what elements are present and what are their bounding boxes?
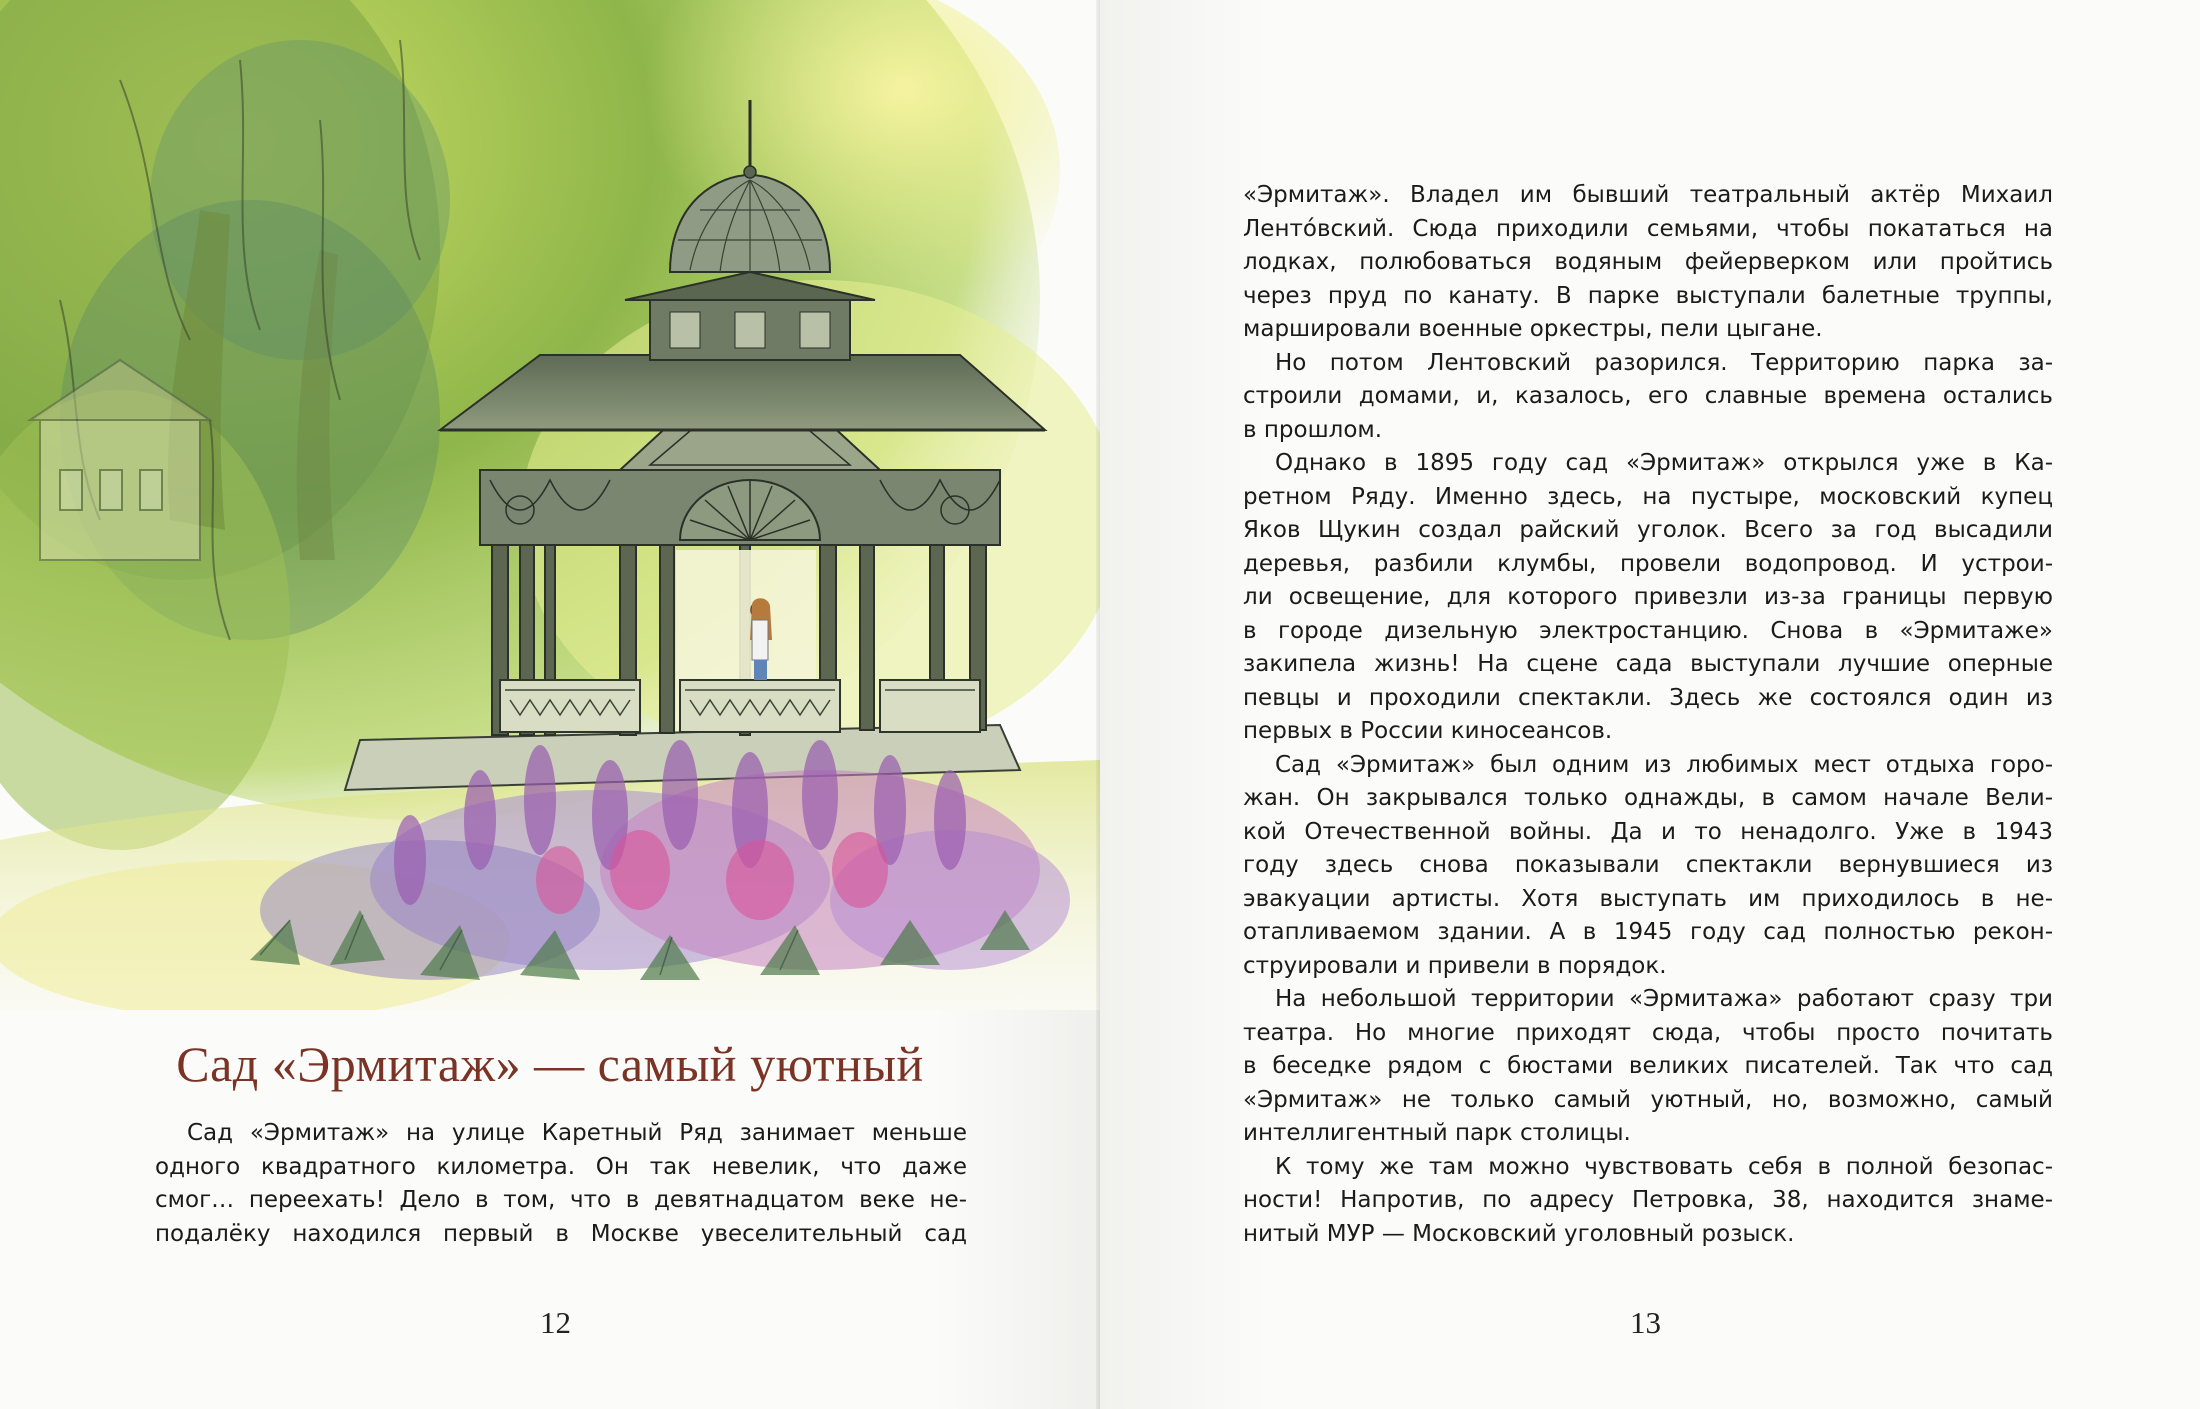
text-line: интеллигентный парк столицы. — [1243, 1120, 1631, 1146]
text-line: отапливаемом здании. А в 1945 году сад полностью рекон- — [1243, 919, 2053, 945]
text-line: струировали и привели в порядок. — [1243, 952, 1667, 979]
text-line: лодках, полюбоваться водяным фейерверком или пройтись — [1243, 249, 2053, 275]
text-line: «Эрмитаж» не только самый уютный, но, возможно, самый — [1243, 1086, 2053, 1113]
text-line: маршировали военные оркестры, пели цыгане. — [1243, 316, 1823, 342]
text-line: жан. Он закрывался только однажды, в самом начале Вели- — [1243, 785, 2053, 811]
right-page — [1100, 0, 2200, 1409]
text-line: первых в России киносеансов. — [1243, 718, 1613, 744]
left-page-paragraph — [155, 1117, 967, 1251]
text-line: одного квадратного километра. Он так невелик, что даже — [155, 1153, 967, 1180]
text-line: На небольшой территории «Эрмитажа» работают сразу три — [1275, 986, 2053, 1012]
text-line: Яков Щукин создал райский уголок. Всего за год высадили — [1243, 517, 2053, 543]
page-number: 12 — [540, 1305, 571, 1340]
text-line: театра. Но многие приходят сюда, чтобы просто почитать — [1243, 1019, 2053, 1046]
text-line: эвакуации артисты. Хотя выступать им приходилось в не- — [1243, 885, 2053, 912]
text-line: подалёку находился первый в Москве увеселительный сад — [155, 1220, 967, 1247]
text-line: в прошлом. — [1243, 416, 1383, 443]
text-line: ности! Напротив, по адресу Петровка, 38, находится знаме- — [1243, 1187, 2053, 1213]
text-line: Однако в 1895 году сад «Эрмитаж» открылся уже в Ка- — [1275, 450, 2053, 476]
text-line: смог… переехать! Дело в том, что в девятнадцатом веке не- — [155, 1187, 967, 1213]
text-line: году здесь снова показывали спектакли вернувшиеся из — [1243, 852, 2053, 878]
text-line: в городе дизельную электростанцию. Снова в «Эрмитаже» — [1243, 617, 2053, 644]
text-line: К тому же там можно чувствовать себя в полной безопас- — [1275, 1153, 2053, 1180]
section-heading: Сад «Эрмитаж» — самый уютный — [176, 1036, 924, 1092]
text-line: закипела жизнь! На сцене сада выступали лучшие оперные — [1243, 651, 2053, 677]
text-line: кой Отечественной войны. Да и то ненадолго. Уже в 1943 — [1243, 818, 2053, 845]
text-line: «Эрмитаж». Владел им бывший театральный актёр Михаил — [1243, 182, 2053, 208]
text-line: в беседке рядом с бюстами великих писателей. Так что сад — [1243, 1053, 2053, 1079]
text-line: певцы и проходили спектакли. Здесь же состоялся один из — [1243, 684, 2053, 711]
text-line: Сад «Эрмитаж» на улице Каретный Ряд занимает меньше — [187, 1120, 967, 1146]
text-line: Лентóвский. Сюда приходили семьями, чтобы покататься на — [1243, 215, 2053, 242]
text-line: через пруд по канату. В парке выступали балетные труппы, — [1243, 282, 2053, 309]
text-line: деревья, разбили клумбы, провели водопровод. И устрои- — [1243, 550, 2053, 577]
garden-pavilion-illustration — [0, 0, 1100, 1010]
page-number: 13 — [1630, 1305, 1661, 1340]
text-line: ли освещение, для которого привезли из-за границы первую — [1243, 584, 2053, 610]
text-line: Сад «Эрмитаж» был одним из любимых мест отдыха горо- — [1275, 751, 2053, 778]
text-line: нитый МУР — Московский уголовный розыск. — [1243, 1220, 1795, 1247]
text-line: Но потом Лентовский разорился. Территорию парка за- — [1275, 349, 2053, 376]
right-page-text — [1243, 179, 2053, 1251]
text-line: ретном Ряду. Именно здесь, на пустыре, московский купец — [1243, 483, 2053, 510]
text-line: строили домами, и, казалось, его славные времена остались — [1243, 383, 2053, 409]
